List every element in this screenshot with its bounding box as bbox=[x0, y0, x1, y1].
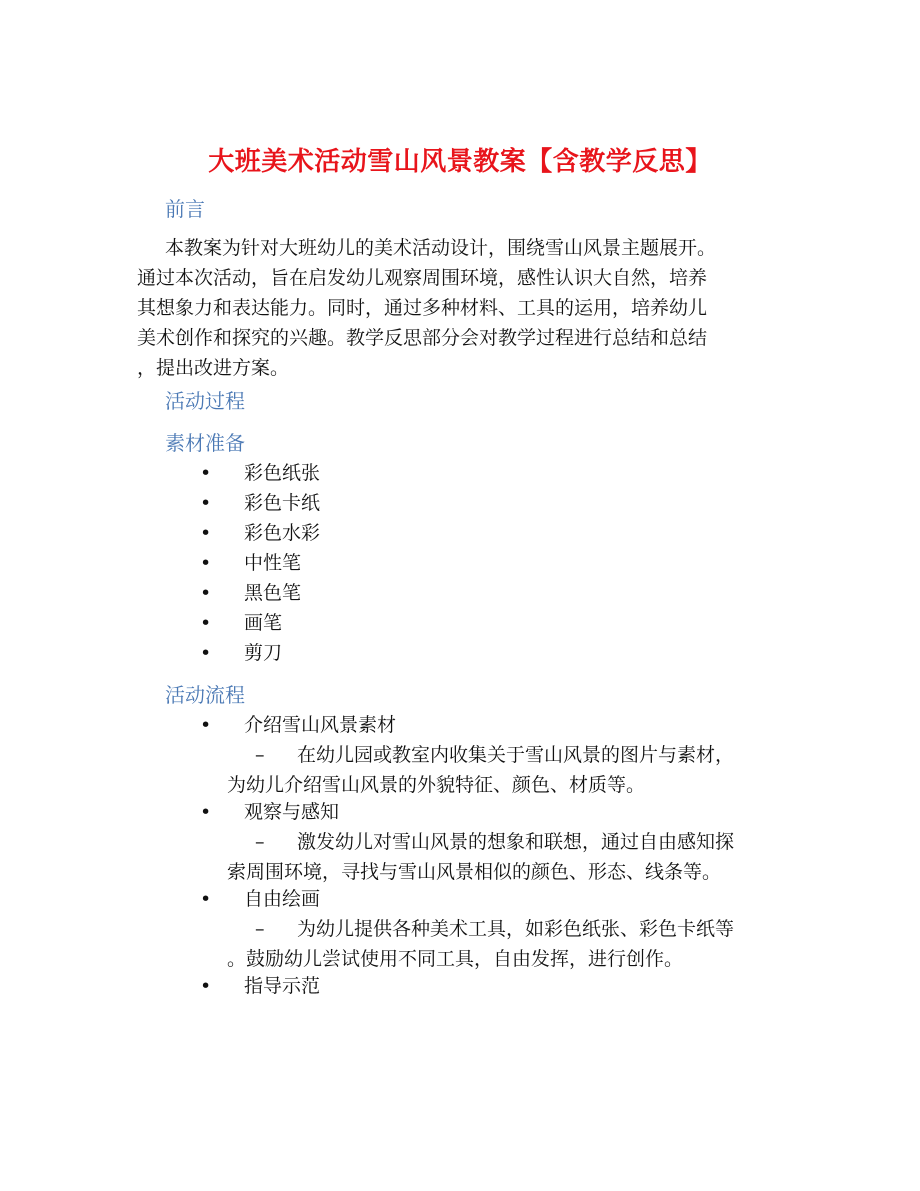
detail-line: 为幼儿介绍雪山风景的外貌特征、颜色、材质等。 bbox=[227, 774, 646, 796]
material-item: 彩色水彩 bbox=[244, 522, 321, 544]
bullet-icon: • bbox=[200, 492, 212, 514]
dash-icon: – bbox=[255, 918, 265, 940]
list-item bbox=[0, 884, 920, 914]
material-item: 黑色笔 bbox=[244, 582, 302, 604]
flow-step-label: 指导示范 bbox=[244, 975, 321, 997]
bullet-icon: • bbox=[200, 462, 212, 484]
flow-step bbox=[0, 971, 920, 1001]
dash-icon: – bbox=[255, 831, 265, 853]
flow-step-label: 观察与感知 bbox=[244, 801, 340, 823]
list-item bbox=[0, 638, 920, 668]
bullet-icon: • bbox=[200, 714, 212, 736]
list-item bbox=[0, 578, 920, 608]
bullet-icon: • bbox=[200, 975, 212, 997]
bullet-icon: • bbox=[200, 612, 212, 634]
flow-step bbox=[0, 797, 920, 827]
material-item: 中性笔 bbox=[244, 552, 302, 574]
flow-step-detail bbox=[227, 914, 787, 974]
preface-line: 美术创作和探究的兴趣。教学反思部分会对教学过程进行总结和总结 bbox=[137, 327, 708, 349]
bullet-icon: • bbox=[200, 552, 212, 574]
material-item: 彩色纸张 bbox=[244, 462, 321, 484]
material-item: 彩色卡纸 bbox=[244, 492, 321, 514]
preface-line: 通过本次活动，旨在启发幼儿观察周围环境，感性认识大自然，培养 bbox=[137, 267, 708, 289]
list-item bbox=[0, 548, 920, 578]
preface-line: ，提出改进方案。 bbox=[137, 357, 290, 379]
list-item bbox=[0, 488, 920, 518]
detail-line: 。鼓励幼儿尝试使用不同工具，自由发挥，进行创作。 bbox=[227, 948, 684, 970]
flow-step-detail bbox=[227, 827, 787, 887]
material-item: 画笔 bbox=[244, 612, 283, 634]
material-item: 剪刀 bbox=[244, 642, 283, 664]
list-item bbox=[0, 710, 920, 740]
detail-line: 索周围环境，寻找与雪山风景相似的颜色、形态、线条等。 bbox=[227, 861, 722, 883]
preface-line: 本教案为针对大班幼儿的美术活动设计，围绕雪山风景主题展开。 bbox=[165, 237, 717, 259]
list-item bbox=[0, 608, 920, 638]
list-item bbox=[0, 518, 920, 548]
list-item bbox=[0, 458, 920, 488]
flow-step-label: 自由绘画 bbox=[244, 888, 321, 910]
dash-icon: – bbox=[255, 744, 265, 766]
materials-heading: 素材准备 bbox=[165, 431, 245, 455]
preface-paragraph bbox=[137, 233, 787, 383]
detail-line: 为幼儿提供各种美术工具，如彩色纸张、彩色卡纸等 bbox=[297, 918, 735, 940]
flow-step bbox=[0, 884, 920, 914]
flow-heading: 活动流程 bbox=[165, 683, 245, 707]
bullet-icon: • bbox=[200, 888, 212, 910]
list-item bbox=[0, 971, 920, 1001]
bullet-icon: • bbox=[200, 582, 212, 604]
bullet-icon: • bbox=[200, 801, 212, 823]
preface-line: 其想象力和表达能力。同时，通过多种材料、工具的运用，培养幼儿 bbox=[137, 297, 708, 319]
detail-line: 激发幼儿对雪山风景的想象和联想，通过自由感知探 bbox=[297, 831, 735, 853]
materials-list bbox=[0, 458, 920, 668]
flow-step-label: 介绍雪山风景素材 bbox=[244, 714, 397, 736]
document-title: 大班美术活动雪山风景教案【含教学反思】 bbox=[208, 147, 712, 177]
preface-heading: 前言 bbox=[165, 197, 205, 221]
list-item bbox=[0, 797, 920, 827]
flow-step-detail bbox=[227, 740, 787, 800]
detail-line: 在幼儿园或教室内收集关于雪山风景的图片与素材， bbox=[297, 744, 735, 766]
bullet-icon: • bbox=[200, 522, 212, 544]
bullet-icon: • bbox=[200, 642, 212, 664]
activity-heading: 活动过程 bbox=[165, 389, 245, 413]
flow-step bbox=[0, 710, 920, 740]
